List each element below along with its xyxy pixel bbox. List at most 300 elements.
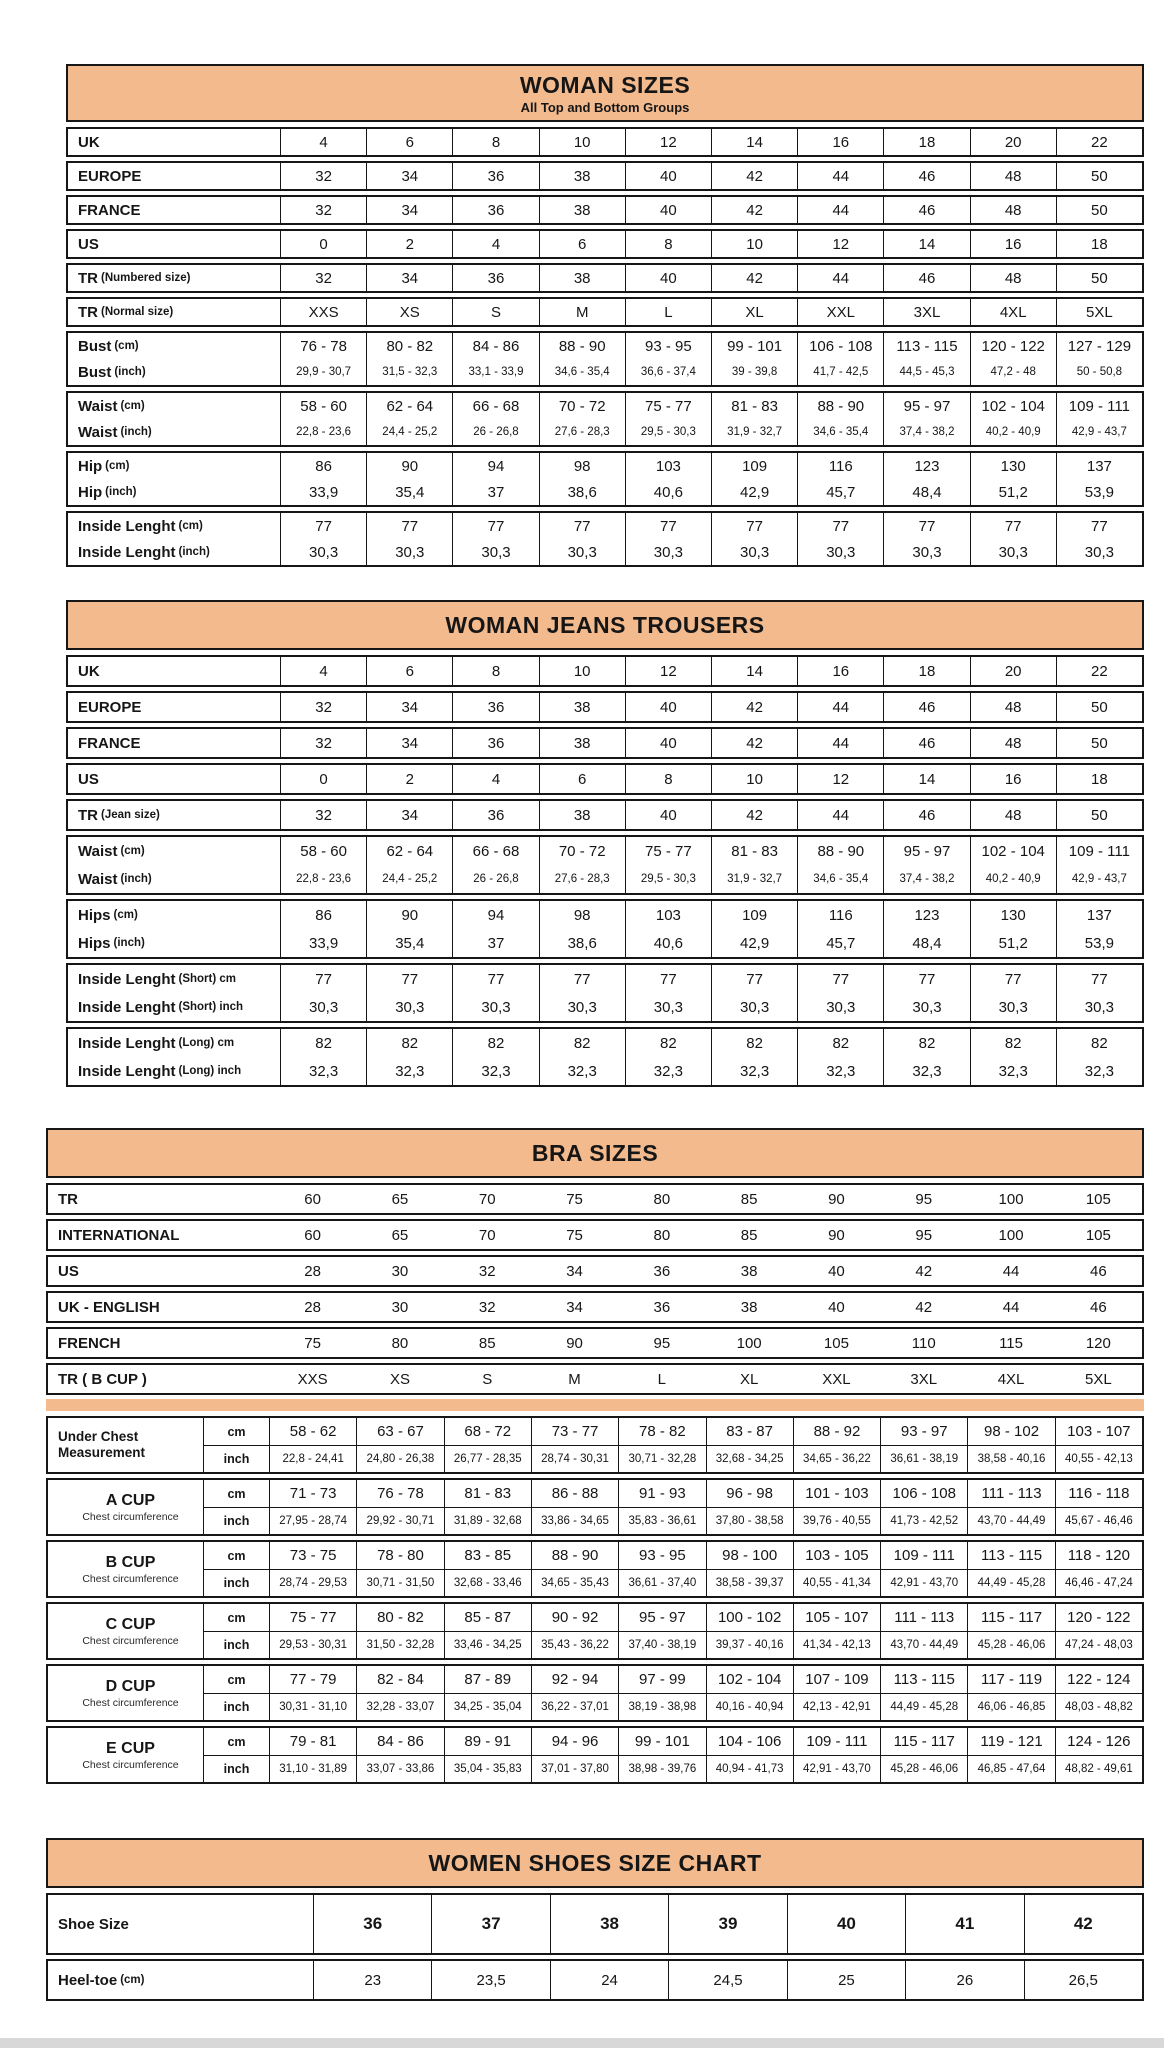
size-cell: 28 — [304, 1262, 321, 1280]
size-cell: 77 — [883, 513, 969, 539]
cup-label — [48, 1542, 203, 1596]
size-cell: 77 — [970, 965, 1056, 993]
size-cell: 44 — [797, 163, 883, 189]
size-cell: 32,3 — [797, 1057, 883, 1085]
size-cell: 75 - 77 — [625, 393, 711, 419]
row-label: EUROPE — [78, 698, 142, 716]
size-cell: 60 — [304, 1226, 321, 1244]
size-cell: 66 - 68 — [452, 393, 538, 419]
row-label: FRENCH — [58, 1334, 121, 1352]
row-label: TR (Jean size) — [78, 806, 160, 824]
cup-cm-cell: 99 - 101 — [618, 1728, 705, 1755]
cup-inch-cell: 42,91 - 43,70 — [793, 1755, 880, 1782]
row-label: UK - ENGLISH — [58, 1298, 160, 1316]
cup-cm-cell: 119 - 121 — [967, 1728, 1054, 1755]
size-cell: 85 — [740, 1226, 758, 1244]
size-row-group — [66, 391, 1144, 447]
size-cell: 2 — [366, 231, 452, 257]
size-cell: 36 — [653, 1298, 671, 1316]
cup-cm-cell: 83 - 87 — [706, 1418, 793, 1445]
cup-cm-cell: 118 - 120 — [1055, 1542, 1142, 1569]
cup-cm-cell: 88 - 90 — [531, 1542, 618, 1569]
size-cell: 106 - 108 — [797, 333, 883, 359]
page-bottom-edge — [0, 2038, 1164, 2048]
size-cell: 116 — [797, 901, 883, 929]
size-row-group — [66, 691, 1144, 723]
bra-sizes-table — [46, 1128, 1144, 1788]
cup-cm-cell: 107 - 109 — [793, 1666, 880, 1693]
size-cell: 38 — [740, 1262, 758, 1280]
size-cell: 27,6 - 28,3 — [539, 865, 625, 893]
size-cell: 31,9 - 32,7 — [711, 865, 797, 893]
cup-inch-cell: 48,82 - 49,61 — [1055, 1755, 1142, 1782]
size-cell: 29,9 - 30,7 — [280, 359, 366, 385]
size-cell: 32 — [280, 729, 366, 757]
size-cell: 82 — [1056, 1029, 1142, 1057]
size-cell: 116 — [797, 453, 883, 479]
size-cell: 8 — [452, 657, 538, 685]
row-label-note: (cm) — [120, 845, 145, 857]
size-cell: 105 — [1085, 1190, 1111, 1208]
cup-name: Under Chest Measurement — [58, 1429, 146, 1460]
cup-cm-cell: 93 - 97 — [880, 1418, 967, 1445]
row-label: Inside Lenght (Long) inch — [78, 1062, 242, 1080]
size-cell: 8 — [625, 231, 711, 257]
cup-cm-cell: 78 - 82 — [618, 1418, 705, 1445]
row-label: Hip (inch) — [78, 483, 137, 501]
cup-cm-cell: 120 - 122 — [1055, 1604, 1142, 1631]
size-cell: 77 — [883, 965, 969, 993]
size-cell: 98 — [539, 453, 625, 479]
cup-inch-cell: 40,55 - 42,13 — [1055, 1445, 1142, 1472]
size-cell: 10 — [711, 231, 797, 257]
size-cell: L — [625, 299, 711, 325]
size-cell: 42 — [711, 729, 797, 757]
size-cell: 40 — [625, 197, 711, 223]
size-cell: 46 — [1090, 1262, 1107, 1280]
size-cell: 3XL — [910, 1370, 938, 1388]
cup-inch-cell: 24,80 - 26,38 — [356, 1445, 443, 1472]
size-row-group — [66, 229, 1144, 259]
size-cell: 34 — [566, 1298, 583, 1316]
size-cell: 50 — [1056, 197, 1142, 223]
cup-name: C CUP — [105, 1615, 156, 1633]
size-cell: 44 — [797, 801, 883, 829]
row-label: Bust (inch) — [78, 363, 146, 381]
cup-cm-cell: 109 - 111 — [793, 1728, 880, 1755]
cup-inch-cell: 33,07 - 33,86 — [356, 1755, 443, 1782]
woman-jeans-table — [66, 600, 1144, 1091]
cup-inch-cell: 29,53 - 30,31 — [269, 1631, 356, 1658]
size-cell: 18 — [883, 657, 969, 685]
size-cell: 34 — [366, 693, 452, 721]
size-cell: 90 — [566, 1334, 583, 1352]
size-cell: 14 — [883, 765, 969, 793]
size-cell: 76 - 78 — [280, 333, 366, 359]
size-cell: 10 — [711, 765, 797, 793]
cup-cm-cell: 77 - 79 — [269, 1666, 356, 1693]
size-cell: 30,3 — [1056, 993, 1142, 1021]
size-cell: 22,8 - 23,6 — [280, 419, 366, 445]
size-cell: 53,9 — [1056, 929, 1142, 957]
row-label: TR (Numbered size) — [78, 269, 191, 287]
cup-name: A CUP — [105, 1491, 156, 1509]
size-cell: M — [539, 299, 625, 325]
size-row-group — [66, 799, 1144, 831]
size-cell: 66 - 68 — [452, 837, 538, 865]
size-cell: 82 — [797, 1029, 883, 1057]
size-cell: 40 — [828, 1298, 845, 1316]
cup-cm-cell: 75 - 77 — [269, 1604, 356, 1631]
size-cell: 40,2 - 40,9 — [970, 419, 1056, 445]
size-cell: 82 — [452, 1029, 538, 1057]
size-cell: 103 — [625, 901, 711, 929]
row-label-note: (Normal size) — [101, 306, 174, 318]
size-cell: 77 — [970, 513, 1056, 539]
size-cell: 42,9 — [711, 479, 797, 505]
size-cell: 77 — [539, 513, 625, 539]
size-cell: 90 — [828, 1226, 845, 1244]
size-cell: 48 — [970, 197, 1056, 223]
cup-inch-cell: 34,25 - 35,04 — [444, 1693, 531, 1720]
size-cell: 12 — [625, 129, 711, 155]
size-cell: 29,5 - 30,3 — [625, 419, 711, 445]
size-cell: 48,4 — [883, 479, 969, 505]
size-cell: 42 — [711, 693, 797, 721]
size-cell: 30,3 — [711, 539, 797, 565]
size-cell: 4 — [452, 765, 538, 793]
row-label: TR (Normal size) — [78, 303, 174, 321]
cup-inch-cell: 35,83 - 36,61 — [618, 1507, 705, 1534]
size-cell: 5XL — [1084, 1370, 1112, 1388]
size-row-group — [66, 331, 1144, 387]
size-cell: 22,8 - 23,6 — [280, 865, 366, 893]
size-cell: 36 — [452, 163, 538, 189]
size-cell: 70 — [478, 1226, 496, 1244]
size-cell: 34,6 - 35,4 — [797, 865, 883, 893]
cup-inch-cell: 40,16 - 40,94 — [706, 1693, 793, 1720]
size-cell: 80 - 82 — [366, 333, 452, 359]
size-cell: 4 — [280, 129, 366, 155]
cup-sublabel: Chest circumference — [82, 1510, 179, 1523]
cup-cm-cell: 94 - 96 — [531, 1728, 618, 1755]
size-cell: 77 — [452, 513, 538, 539]
size-cell: 31,5 - 32,3 — [366, 359, 452, 385]
size-cell: 109 — [711, 453, 797, 479]
size-cell: 127 - 129 — [1056, 333, 1142, 359]
woman-jeans-header — [66, 600, 1144, 650]
size-cell: 26 — [905, 1961, 1023, 1999]
women-shoes-body — [46, 1893, 1144, 2001]
size-row-group — [46, 1327, 1144, 1359]
unit-cell-cm: cm — [203, 1728, 269, 1755]
cup-cm-cell: 122 - 124 — [1055, 1666, 1142, 1693]
size-cell: 32,3 — [970, 1057, 1056, 1085]
cup-inch-cell: 31,50 - 32,28 — [356, 1631, 443, 1658]
size-cell: 100 — [998, 1226, 1024, 1244]
row-label-note: (inch) — [113, 937, 145, 949]
size-cell: 123 — [883, 453, 969, 479]
size-cell: 109 — [711, 901, 797, 929]
row-label: Hips (inch) — [78, 934, 145, 952]
cup-cm-cell: 89 - 91 — [444, 1728, 531, 1755]
size-cell: 99 - 101 — [711, 333, 797, 359]
size-cell: 75 — [304, 1334, 321, 1352]
row-label: FRANCE — [78, 201, 141, 219]
size-cell: 95 - 97 — [883, 393, 969, 419]
size-cell: 35,4 — [366, 479, 452, 505]
size-cell: 88 - 90 — [797, 837, 883, 865]
size-cell: 82 — [970, 1029, 1056, 1057]
cup-row-group — [46, 1726, 1144, 1784]
size-cell: 82 — [711, 1029, 797, 1057]
cup-cm-cell: 78 - 80 — [356, 1542, 443, 1569]
size-cell: 0 — [280, 231, 366, 257]
cup-inch-cell: 41,73 - 42,52 — [880, 1507, 967, 1534]
cup-inch-cell: 47,24 - 48,03 — [1055, 1631, 1142, 1658]
cup-inch-cell: 36,61 - 37,40 — [618, 1569, 705, 1596]
size-cell: 30,3 — [883, 539, 969, 565]
cup-inch-cell: 27,95 - 28,74 — [269, 1507, 356, 1534]
cup-cm-cell: 103 - 105 — [793, 1542, 880, 1569]
size-cell: 53,9 — [1056, 479, 1142, 505]
size-cell: 42,9 - 43,7 — [1056, 419, 1142, 445]
bra-cup-measurements — [46, 1416, 1144, 1784]
size-cell: 3XL — [883, 299, 969, 325]
size-cell: 32 — [280, 163, 366, 189]
size-row-group — [66, 161, 1144, 191]
size-cell: 77 — [711, 965, 797, 993]
size-cell: 37,4 - 38,2 — [883, 419, 969, 445]
cup-cm-cell: 91 - 93 — [618, 1480, 705, 1507]
cup-row-group — [46, 1602, 1144, 1660]
size-cell: 105 — [823, 1334, 849, 1352]
unit-cell-cm: cm — [203, 1604, 269, 1631]
woman-sizes-header — [66, 64, 1144, 122]
size-cell: 32,3 — [366, 1057, 452, 1085]
size-cell: 40,6 — [625, 479, 711, 505]
size-cell: 80 — [653, 1190, 671, 1208]
size-cell: 62 - 64 — [366, 837, 452, 865]
cup-inch-cell: 35,04 - 35,83 — [444, 1755, 531, 1782]
cup-inch-cell: 30,71 - 31,50 — [356, 1569, 443, 1596]
size-cell: 38,6 — [539, 479, 625, 505]
cup-inch-cell: 36,22 - 37,01 — [531, 1693, 618, 1720]
size-row-group — [66, 263, 1144, 293]
row-label: TR ( B CUP ) — [58, 1370, 147, 1388]
size-cell: 42 — [711, 801, 797, 829]
row-label: Waist (inch) — [78, 870, 152, 888]
size-cell: 75 - 77 — [625, 837, 711, 865]
row-label-note: (cm) — [120, 400, 145, 412]
cup-label — [48, 1480, 203, 1534]
size-row-group — [66, 195, 1144, 225]
size-cell: 44 — [797, 197, 883, 223]
size-cell: 18 — [1056, 231, 1142, 257]
size-cell: 30,3 — [970, 993, 1056, 1021]
size-cell: 30,3 — [883, 993, 969, 1021]
size-cell: 77 — [625, 965, 711, 993]
cup-label — [48, 1604, 203, 1658]
size-cell: 58 - 60 — [280, 837, 366, 865]
bra-sizes-rows — [46, 1183, 1144, 1395]
cup-row-group — [46, 1416, 1144, 1474]
size-cell: XXS — [297, 1370, 328, 1388]
size-cell: 5XL — [1056, 299, 1142, 325]
size-cell: 82 — [625, 1029, 711, 1057]
size-cell: 105 — [1085, 1226, 1111, 1244]
cup-cm-cell: 115 - 117 — [967, 1604, 1054, 1631]
size-cell: 38 — [539, 163, 625, 189]
row-label-note: (inch) — [120, 426, 152, 438]
size-cell: XS — [366, 299, 452, 325]
size-cell: 48 — [970, 729, 1056, 757]
size-cell: 36 — [313, 1895, 431, 1953]
cup-cm-cell: 96 - 98 — [706, 1480, 793, 1507]
row-label: INTERNATIONAL — [58, 1226, 180, 1244]
cup-inch-cell: 38,19 - 38,98 — [618, 1693, 705, 1720]
size-cell: 44 — [797, 265, 883, 291]
size-cell: 34,6 - 35,4 — [539, 359, 625, 385]
size-cell: 32 — [280, 801, 366, 829]
size-cell: 40,6 — [625, 929, 711, 957]
cup-label — [48, 1728, 203, 1782]
row-label: Inside Lenght (cm) — [78, 517, 203, 535]
size-cell: 82 — [366, 1029, 452, 1057]
size-cell: 16 — [970, 231, 1056, 257]
size-cell: 36 — [452, 197, 538, 223]
cup-cm-cell: 124 - 126 — [1055, 1728, 1142, 1755]
cup-cm-cell: 103 - 107 — [1055, 1418, 1142, 1445]
size-cell: 86 — [280, 901, 366, 929]
size-cell: 30,3 — [970, 539, 1056, 565]
row-label-note: (inch) — [105, 486, 137, 498]
size-cell: 50 — [1056, 265, 1142, 291]
size-cell: 32,3 — [711, 1057, 797, 1085]
cup-inch-cell: 40,94 - 41,73 — [706, 1755, 793, 1782]
cup-cm-cell: 117 - 119 — [967, 1666, 1054, 1693]
size-cell: 40 — [625, 693, 711, 721]
size-cell: 46 — [883, 729, 969, 757]
size-cell: 30,3 — [539, 539, 625, 565]
row-label: UK — [78, 133, 100, 151]
cup-inch-cell: 30,31 - 31,10 — [269, 1693, 356, 1720]
size-cell: 81 - 83 — [711, 393, 797, 419]
row-label-note: (Short) cm — [178, 973, 236, 985]
row-label-note: (Long) cm — [178, 1037, 235, 1049]
cup-inch-cell: 38,58 - 39,37 — [706, 1569, 793, 1596]
size-cell: 80 — [653, 1226, 671, 1244]
unit-cell-cm: cm — [203, 1480, 269, 1507]
row-label-note: (cm) — [120, 1974, 145, 1986]
size-cell: 51,2 — [970, 479, 1056, 505]
cup-cm-cell: 105 - 107 — [793, 1604, 880, 1631]
size-cell: 77 — [797, 965, 883, 993]
row-label-note: (inch) — [120, 873, 152, 885]
size-cell: M — [568, 1370, 581, 1388]
cup-inch-cell: 42,91 - 43,70 — [880, 1569, 967, 1596]
size-cell: 120 - 122 — [970, 333, 1056, 359]
size-cell: 36,6 - 37,4 — [625, 359, 711, 385]
size-cell: 38 — [539, 265, 625, 291]
size-cell: 77 — [625, 513, 711, 539]
size-cell: 4XL — [970, 299, 1056, 325]
size-cell: 4 — [452, 231, 538, 257]
cup-cm-cell: 116 - 118 — [1055, 1480, 1142, 1507]
size-cell: 115 — [999, 1334, 1023, 1352]
size-cell: 32,3 — [280, 1057, 366, 1085]
size-cell: 110 — [911, 1334, 936, 1352]
size-row-group — [66, 899, 1144, 959]
size-cell: 32 — [280, 693, 366, 721]
size-cell: 75 — [566, 1226, 583, 1244]
size-cell: 30,3 — [797, 539, 883, 565]
size-cell: 33,1 - 33,9 — [452, 359, 538, 385]
size-cell: 137 — [1056, 901, 1142, 929]
cup-inch-cell: 31,10 - 31,89 — [269, 1755, 356, 1782]
row-label: Waist (cm) — [78, 842, 145, 860]
cup-cm-cell: 98 - 102 — [967, 1418, 1054, 1445]
cup-cm-cell: 81 - 83 — [444, 1480, 531, 1507]
size-cell: 70 - 72 — [539, 837, 625, 865]
cup-inch-cell: 45,28 - 46,06 — [880, 1755, 967, 1782]
row-label-note: (Numbered size) — [101, 272, 191, 284]
size-cell: 20 — [970, 657, 1056, 685]
size-cell: 42 — [1024, 1895, 1142, 1953]
size-cell: 37 — [452, 929, 538, 957]
size-cell: 30,3 — [452, 993, 538, 1021]
size-cell: 40 — [625, 801, 711, 829]
cup-inch-cell: 28,74 - 29,53 — [269, 1569, 356, 1596]
row-label: US — [58, 1262, 79, 1280]
cup-cm-cell: 93 - 95 — [618, 1542, 705, 1569]
size-cell: 46 — [1090, 1298, 1107, 1316]
size-cell: 38,6 — [539, 929, 625, 957]
size-cell: 23 — [313, 1961, 431, 1999]
size-cell: 8 — [452, 129, 538, 155]
size-cell: 25 — [787, 1961, 905, 1999]
size-cell: 90 — [366, 901, 452, 929]
size-cell: 130 — [970, 453, 1056, 479]
size-cell: 77 — [452, 965, 538, 993]
cup-inch-cell: 43,70 - 44,49 — [880, 1631, 967, 1658]
size-row-group — [66, 963, 1144, 1023]
size-cell: 77 — [1056, 513, 1142, 539]
size-cell: 95 — [915, 1190, 933, 1208]
bra-sizes-title: BRA SIZES — [531, 1139, 659, 1166]
size-row-group — [46, 1363, 1144, 1395]
size-row-group — [66, 727, 1144, 759]
size-cell: 34 — [366, 729, 452, 757]
cup-cm-cell: 92 - 94 — [531, 1666, 618, 1693]
cup-inch-cell: 38,58 - 40,16 — [967, 1445, 1054, 1472]
cup-cm-cell: 86 - 88 — [531, 1480, 618, 1507]
size-cell: 28 — [304, 1298, 321, 1316]
bra-sizes-header — [46, 1128, 1144, 1178]
size-cell: 30,3 — [625, 993, 711, 1021]
size-cell: 85 — [740, 1190, 758, 1208]
size-cell: 30,3 — [280, 539, 366, 565]
size-cell: 34 — [366, 197, 452, 223]
size-cell: XL — [739, 1370, 759, 1388]
size-cell: 40 — [625, 265, 711, 291]
size-cell: 24,4 - 25,2 — [366, 419, 452, 445]
size-cell: 65 — [391, 1226, 409, 1244]
size-cell: 32,3 — [625, 1057, 711, 1085]
size-cell: 42,9 - 43,7 — [1056, 865, 1142, 893]
woman-jeans-title: WOMAN JEANS TROUSERS — [445, 611, 765, 638]
size-cell: 32,3 — [1056, 1057, 1142, 1085]
